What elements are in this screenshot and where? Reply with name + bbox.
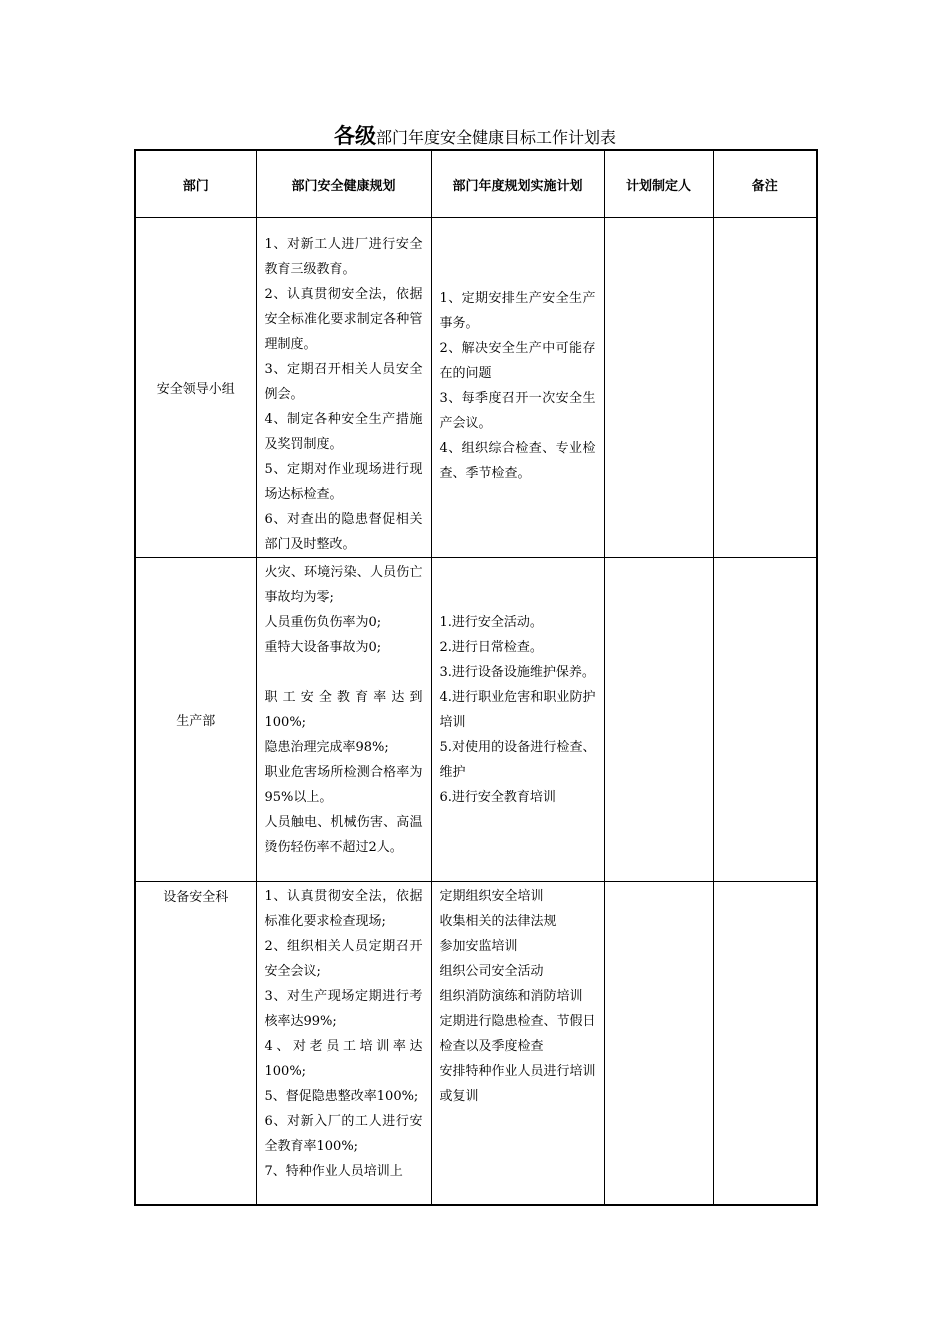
impl-line: 1、定期安排生产安全生产事务。	[439, 291, 596, 331]
impl-line: 6.进行安全教育培训	[439, 790, 556, 805]
impl-cell	[431, 218, 604, 558]
impl-line: 参加安监培训	[439, 939, 518, 954]
plan-line: 职工安全教育率达到100%;	[264, 690, 423, 730]
header-dept: 部门	[135, 150, 256, 218]
planner-cell	[604, 882, 713, 1205]
dept-cell: 安全领导小组	[135, 218, 256, 558]
plan-line: 5、定期对作业现场进行现场达标检查。	[264, 462, 423, 502]
header-remark: 备注	[713, 150, 817, 218]
impl-cell	[431, 882, 604, 1205]
impl-line: 定期组织安全培训	[439, 889, 544, 904]
remark-cell	[713, 218, 817, 558]
impl-line: 1.进行安全活动。	[439, 615, 543, 630]
plan-line: 2、组织相关人员定期召开安全会议;	[264, 939, 423, 979]
plan-line: 职业危害场所检测合格率为95%以上。	[264, 765, 423, 805]
plan-line: 3、对生产现场定期进行考核率达99%;	[264, 989, 423, 1029]
plan-table	[134, 149, 818, 1206]
table-row	[135, 882, 817, 1205]
plan-line: 4、制定各种安全生产措施及奖罚制度。	[264, 412, 423, 452]
plan-line: 2、认真贯彻安全法，依据安全标准化要求制定各种管理制度。	[264, 287, 423, 352]
plan-line: 重特大设备事故为0;	[264, 640, 382, 655]
header-row	[135, 150, 817, 218]
impl-line: 组织公司安全活动	[439, 964, 544, 979]
impl-line: 4.进行职业危害和职业防护培训	[439, 690, 596, 730]
dept-cell: 设备安全科	[135, 882, 256, 1205]
header-impl: 部门年度规划实施计划	[431, 150, 604, 218]
impl-line: 安排特种作业人员进行培训或复训	[439, 1064, 596, 1104]
plan-line: 3、定期召开相关人员安全例会。	[264, 362, 423, 402]
impl-line: 2、解决安全生产中可能存在的问题	[439, 341, 596, 381]
plan-line: 4、对老员工培训率达100%;	[264, 1039, 423, 1079]
table-row	[135, 218, 817, 558]
remark-cell	[713, 558, 817, 882]
impl-line: 3.进行设备设施维护保养。	[439, 665, 595, 680]
plan-line: 6、对查出的隐患督促相关部门及时整改。	[264, 512, 423, 552]
impl-line: 定期进行隐患检查、节假日检查以及季度检查	[439, 1014, 596, 1054]
plan-line: 1、认真贯彻安全法，依据标准化要求检查现场;	[264, 889, 423, 929]
plan-line: 隐患治理完成率98%;	[264, 740, 389, 755]
table-row	[135, 558, 817, 882]
impl-line: 组织消防演练和消防培训	[439, 989, 583, 1004]
impl-line: 收集相关的法律法规	[439, 914, 557, 929]
plan-line: 人员触电、机械伤害、高温烫伤轻伤率不超过2人。	[264, 815, 423, 855]
impl-line: 3、每季度召开一次安全生产会议。	[439, 391, 596, 431]
impl-cell	[431, 558, 604, 882]
plan-line: 5、督促隐患整改率100%;	[264, 1089, 419, 1104]
dept-cell: 生产部	[135, 558, 256, 882]
planner-cell	[604, 558, 713, 882]
impl-line: 4、组织综合检查、专业检查、季节检查。	[439, 441, 596, 481]
planner-cell	[604, 218, 713, 558]
plan-line: 火灾、环境污染、人员伤亡事故均为零;	[264, 565, 423, 605]
plan-cell	[256, 218, 431, 558]
title-rest: 部门年度安全健康目标工作计划表	[375, 128, 616, 147]
remark-cell	[713, 882, 817, 1205]
header-plan: 部门安全健康规划	[256, 150, 431, 218]
plan-line: 1、对新工人进厂进行安全教育三级教育。	[264, 237, 423, 277]
plan-line: 7、特种作业人员培训上	[264, 1164, 403, 1179]
plan-cell	[256, 558, 431, 882]
title-bold: 各级	[333, 123, 376, 148]
impl-line: 5.对使用的设备进行检查、维护	[439, 740, 596, 780]
header-planner: 计划制定人	[604, 150, 713, 218]
plan-line: 6、对新入厂的工人进行安全教育率100%;	[264, 1114, 423, 1154]
plan-cell	[256, 882, 431, 1205]
plan-blank-line	[265, 660, 423, 685]
plan-line: 人员重伤负伤率为0;	[264, 615, 382, 630]
impl-line: 2.进行日常检查。	[439, 640, 543, 655]
